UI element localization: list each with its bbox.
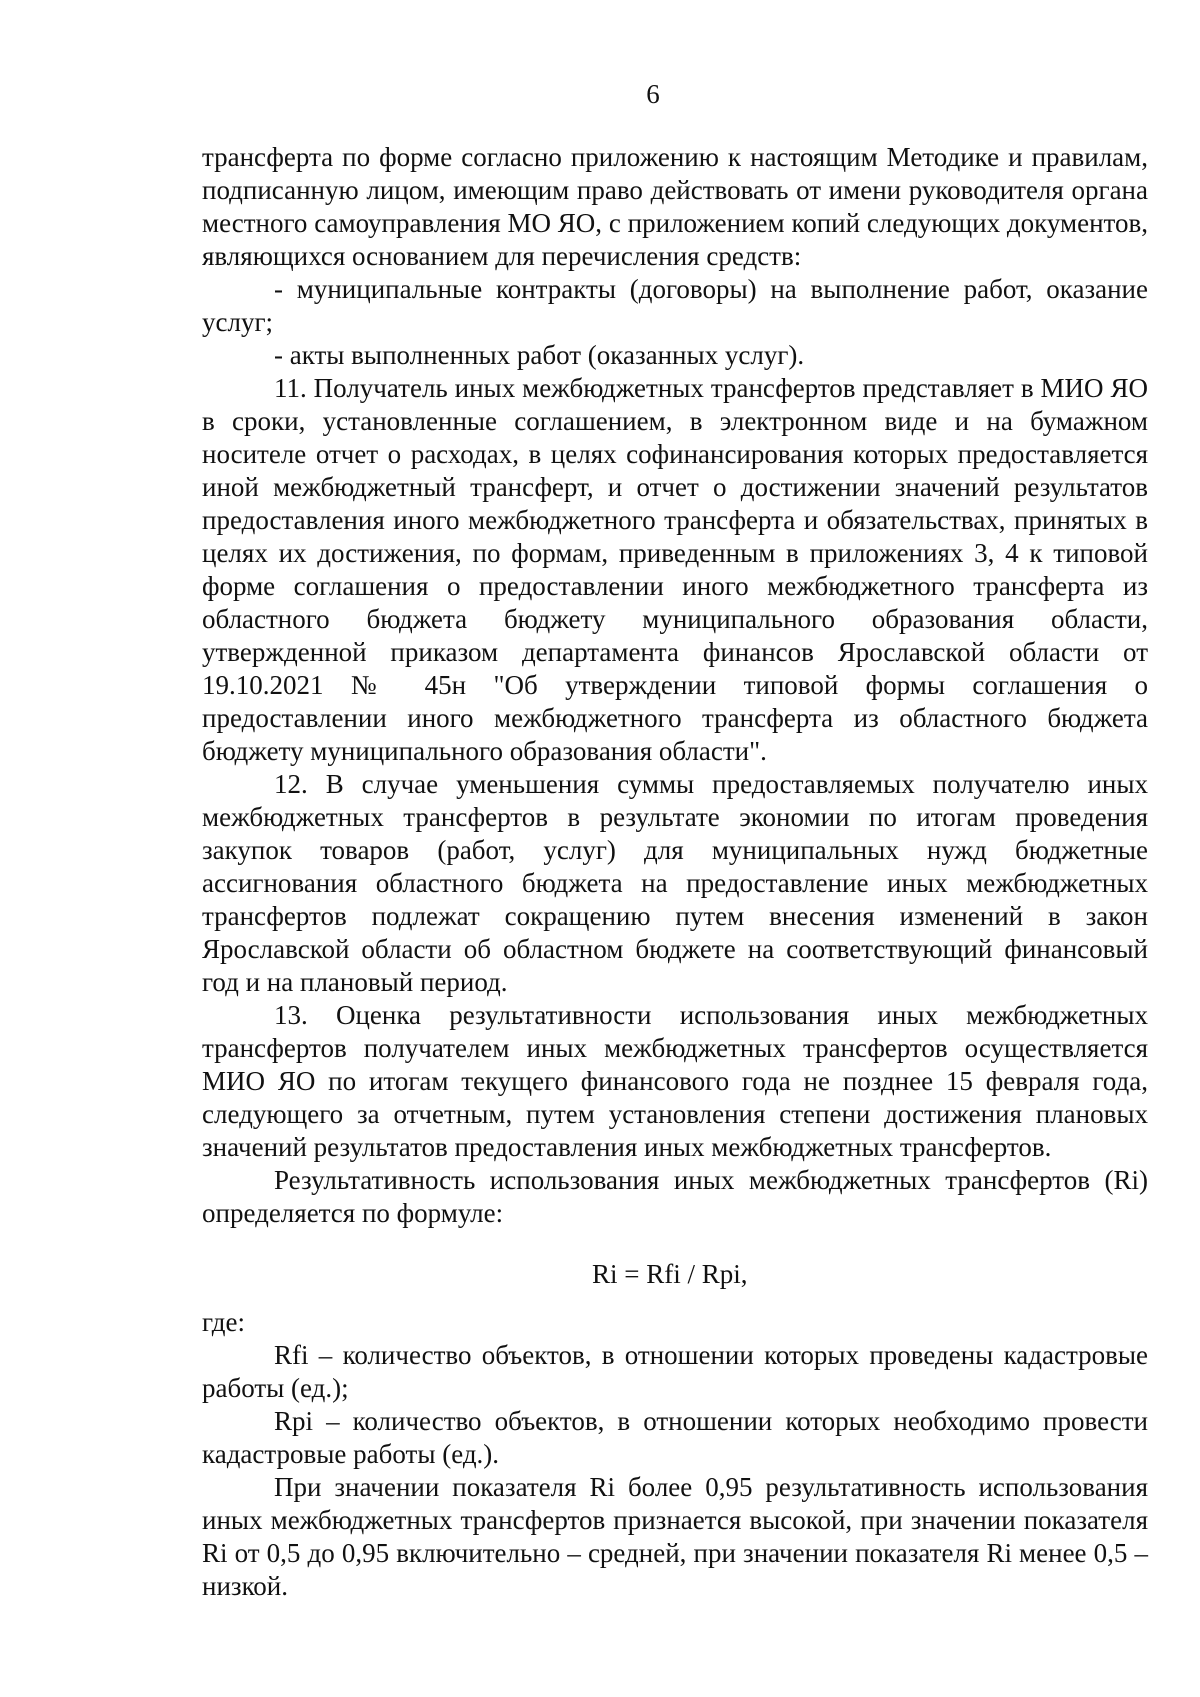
document-body: [202, 141, 1148, 1603]
paragraph-conclusion: При значении показателя Ri более 0,95 результативность использования иных межбюджетных трансфертов признается высокой, при значении показателя Ri от 0,5 до 0,95 включительно – средней, при значении показателя Ri менее 0,5 – низкой.: [202, 1472, 1148, 1601]
paragraph-12: 12. В случае уменьшения суммы предоставляемых получателю иных межбюджетных трансфертов в результате экономии по итогам проведения закупок товаров (работ, услуг) для муниципальных нужд бюджетные ассигнования областного бюджета на предоставление иных межбюджетных трансфертов подлежат сокращению путем внесения изменений в закон Ярославской области об областном бюджете на соответствующий финансовый год и на плановый период.: [202, 769, 1148, 997]
page-number: 6: [646, 79, 660, 109]
definition-rfi: Rfi – количество объектов, в отношении которых проведены кадастровые работы (ед.);: [202, 1340, 1148, 1403]
where-label: где:: [202, 1307, 245, 1337]
paragraph-13: 13. Оценка результативности использования иных межбюджетных трансфертов получателем иных межбюджетных трансфертов осуществляется МИО ЯО по итогам текущего финансового года не позднее 15 февраля года, следующего за отчетным, путем установления степени достижения плановых значений результатов предоставления иных межбюджетных трансфертов.: [202, 1000, 1148, 1162]
list-item-acts: - акты выполненных работ (оказанных услуг).: [274, 340, 805, 370]
paragraph-formula-intro: Результативность использования иных межбюджетных трансфертов (Ri) определяется по формуле:: [202, 1165, 1148, 1228]
definition-rpi: Rpi – количество объектов, в отношении которых необходимо провести кадастровые работы (ед.).: [202, 1406, 1148, 1469]
formula: Ri = Rfi / Rpi,: [592, 1259, 748, 1289]
paragraph-continuation: трансферта по форме согласно приложению к настоящим Методике и правилам, подписанную лицом, имеющим право действовать от имени руководителя органа местного самоуправления МО ЯО, с приложением копий следующих документов, являющихся основанием для перечисления средств:: [202, 142, 1148, 271]
paragraph-11: 11. Получатель иных межбюджетных трансфертов представляет в МИО ЯО в сроки, установленные соглашением, в электронном виде и на бумажном носителе отчет о расходах, в целях софинансирования которых предоставляется иной межбюджетный трансферт, и отчет о достижении значений результатов предоставления иного межбюджетного трансферта и обязательствах, принятых в целях их достижения, по формам, приведенным в приложениях 3, 4 к типовой форме соглашения о предоставлении иного межбюджетного трансферта из областного бюджета бюджету муниципального образования области, утвержденной приказом департамента финансов Ярославской области от 19.10.2021 № 45н "Об утверждении типовой формы соглашения о предоставлении иного межбюджетного трансферта из областного бюджета бюджету муниципального образования области".: [202, 373, 1148, 766]
list-item-contracts: - муниципальные контракты (договоры) на выполнение работ, оказание услуг;: [202, 274, 1148, 337]
